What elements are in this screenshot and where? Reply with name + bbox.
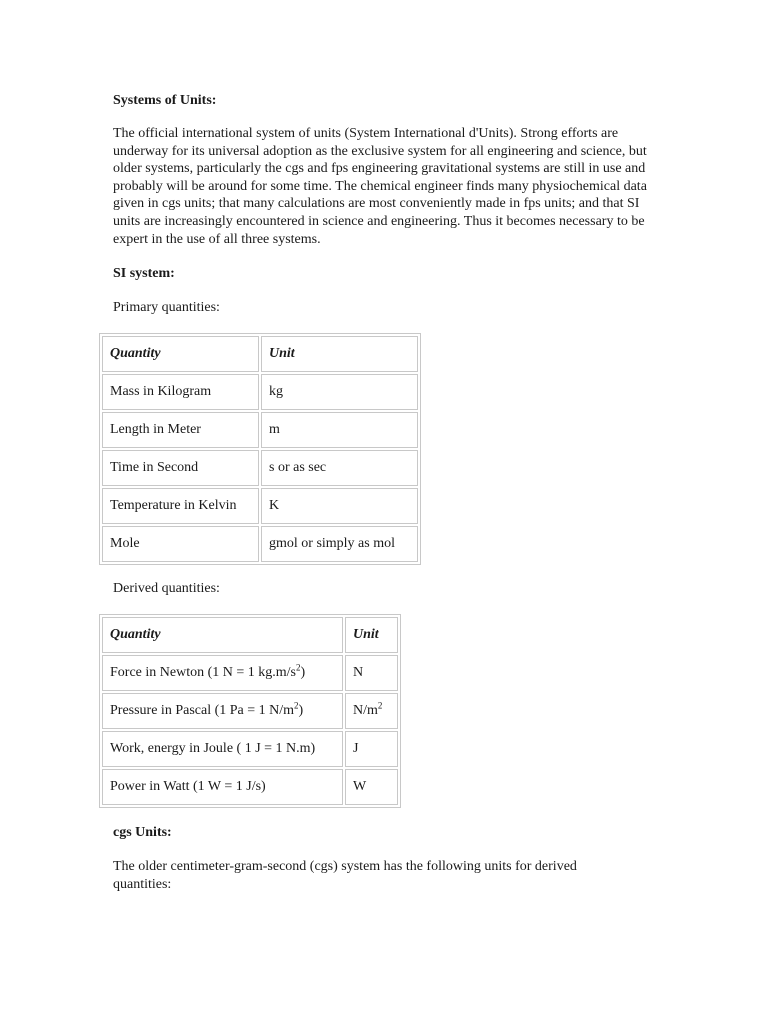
unit-cell xyxy=(345,769,398,805)
unit-cell xyxy=(345,731,398,767)
unit-cell: m xyxy=(261,412,418,448)
quantity-cell: Mole xyxy=(102,526,259,562)
quantity-superscript: 2 xyxy=(296,662,301,673)
quantity-text: Power in Watt (1 W = 1 J/s) xyxy=(110,779,266,794)
quantity-cell xyxy=(102,655,343,691)
quantity-text: Pressure in Pascal (1 Pa = 1 N/m xyxy=(110,703,295,718)
quantity-tail: ) xyxy=(300,665,306,680)
unit-cell: s or as sec xyxy=(261,450,418,486)
quantity-cell: Temperature in Kelvin xyxy=(102,488,259,524)
table-row xyxy=(102,450,418,486)
quantity-text: Work, energy in Joule ( 1 J = 1 N.m) xyxy=(110,741,316,756)
cgs-paragraph: The older centimeter-gram-second (cgs) system has the following units for derived quantities: xyxy=(113,859,577,892)
table-header-row xyxy=(102,617,398,653)
quantity-cell xyxy=(102,769,343,805)
unit-cell xyxy=(345,693,398,729)
quantity-cell: Time in Second xyxy=(102,450,259,486)
unit-text: W xyxy=(353,779,367,794)
unit-superscript: 2 xyxy=(377,700,383,711)
header-quantity: Quantity xyxy=(102,336,259,372)
derived-quantities-label: Derived quantities: xyxy=(113,581,220,596)
quantity-superscript: 2 xyxy=(294,700,299,711)
unit-text: N/m xyxy=(353,703,378,718)
quantity-tail: ) xyxy=(298,703,304,718)
derived-quantities-table xyxy=(99,614,401,808)
table-row xyxy=(102,374,418,410)
table-row xyxy=(102,693,398,729)
cgs-units-heading: cgs Units: xyxy=(113,825,172,840)
unit-text: J xyxy=(353,741,359,756)
quantity-cell: Length in Meter xyxy=(102,412,259,448)
table-row xyxy=(102,731,398,767)
unit-cell xyxy=(345,655,398,691)
quantity-cell: Mass in Kilogram xyxy=(102,374,259,410)
unit-text: N xyxy=(353,665,364,680)
table-row xyxy=(102,488,418,524)
table-row xyxy=(102,526,418,562)
table-row xyxy=(102,412,418,448)
quantity-cell xyxy=(102,693,343,729)
header-unit: Unit xyxy=(261,336,418,372)
primary-quantities-label: Primary quantities: xyxy=(113,300,220,315)
si-system-heading: SI system: xyxy=(113,266,175,281)
header-unit: Unit xyxy=(345,617,398,653)
table-row xyxy=(102,769,398,805)
quantity-cell xyxy=(102,731,343,767)
table-row xyxy=(102,655,398,691)
quantity-text: Force in Newton (1 N = 1 kg.m/s xyxy=(110,665,296,680)
unit-cell: gmol or simply as mol xyxy=(261,526,418,562)
intro-paragraph: The official international system of units (System International d'Units). Strong efforts are underway for its universal adoption as the exclusive system for all engineering and science, but older systems, particularly the cgs and fps engineering gravitational systems are still in use and probably will be around for some time. The chemical engineer finds many physiochemical data given in cgs units; that many calculations are most conveniently made in fps units; and that SI units are increasingly encountered in science and engineering. Thus it becomes necessary to be expert in the use of all three systems. xyxy=(113,126,647,247)
unit-cell: K xyxy=(261,488,418,524)
page-title: Systems of Units: xyxy=(113,93,217,108)
primary-quantities-table xyxy=(99,333,421,565)
unit-cell: kg xyxy=(261,374,418,410)
header-quantity: Quantity xyxy=(102,617,343,653)
table-header-row xyxy=(102,336,418,372)
